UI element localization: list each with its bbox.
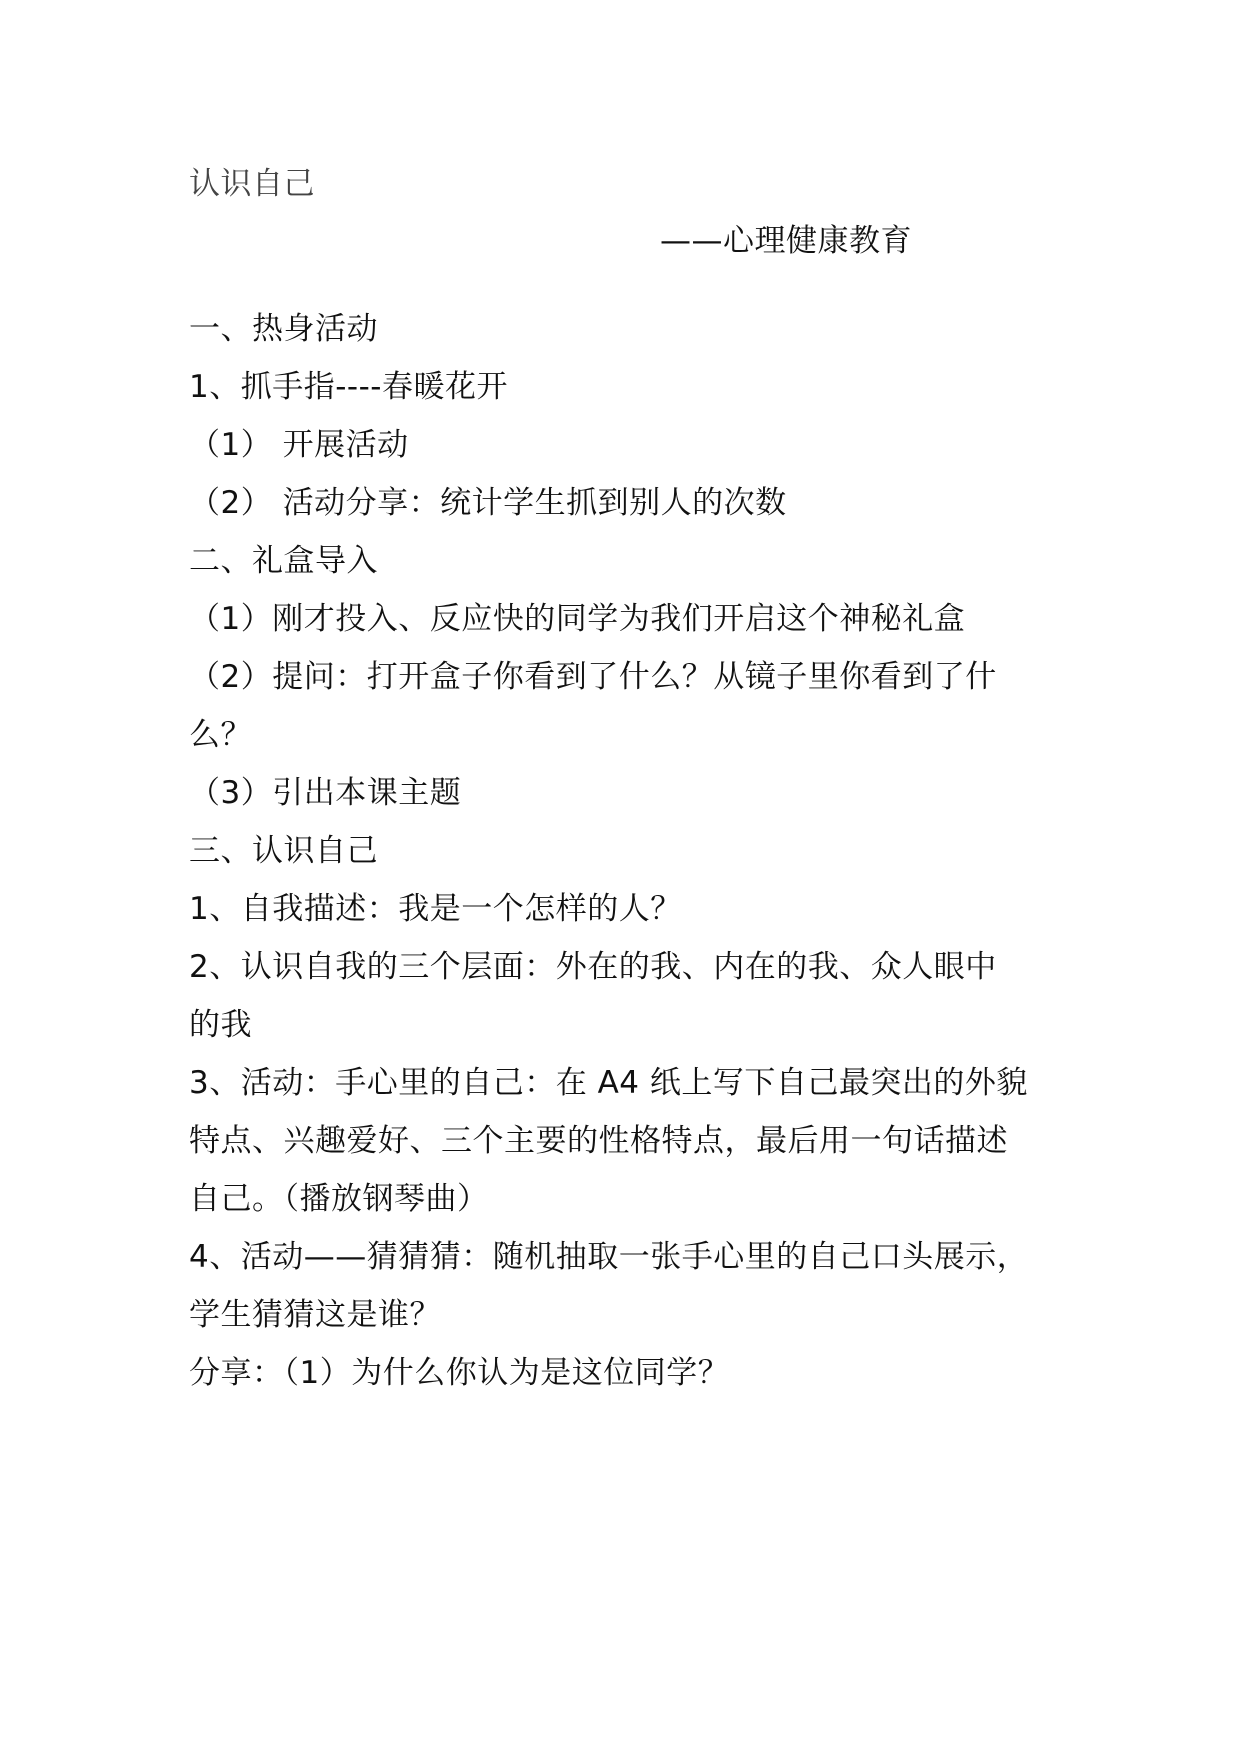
- section-heading-giftbox: 二、礼盒导入: [189, 543, 378, 579]
- paragraph-line: 自己。（播放钢琴曲）: [189, 1181, 489, 1217]
- document-subtitle: ——心理健康教育: [660, 223, 912, 259]
- paragraph-line: （3）引出本课主题: [189, 775, 462, 811]
- paragraph-line: （1）刚才投入、反应快的同学为我们开启这个神秘礼盒: [189, 601, 966, 637]
- paragraph-line: 特点、兴趣爱好、三个主要的性格特点，最后用一句话描述: [189, 1123, 1008, 1159]
- section-heading-know-yourself: 三、认识自己: [189, 833, 378, 869]
- paragraph-line: 1、抓手指----春暖花开: [189, 369, 508, 405]
- paragraph-line: 1、自我描述：我是一个怎样的人？: [189, 891, 682, 927]
- paragraph-line: 2、认识自我的三个层面：外在的我、内在的我、众人眼中: [189, 949, 997, 985]
- paragraph-line: 的我: [189, 1007, 252, 1043]
- paragraph-line: （2） 活动分享：统计学生抓到别人的次数: [189, 485, 787, 521]
- paragraph-line: 3、活动：手心里的自己：在 A4 纸上写下自己最突出的外貌: [189, 1065, 1028, 1101]
- paragraph-line: 学生猜猜这是谁？: [189, 1297, 441, 1333]
- paragraph-line: 么？: [189, 717, 252, 753]
- paragraph-line: （1） 开展活动: [189, 427, 409, 463]
- document-title: 认识自己: [189, 166, 315, 202]
- paragraph-line: （2）提问：打开盒子你看到了什么？从镜子里你看到了什: [189, 659, 997, 695]
- section-heading-warmup: 一、热身活动: [189, 311, 378, 347]
- paragraph-line: 4、活动——猜猜猜：随机抽取一张手心里的自己口头展示，: [189, 1239, 1029, 1275]
- paragraph-line: 分享：（1）为什么你认为是这位同学？: [189, 1355, 730, 1391]
